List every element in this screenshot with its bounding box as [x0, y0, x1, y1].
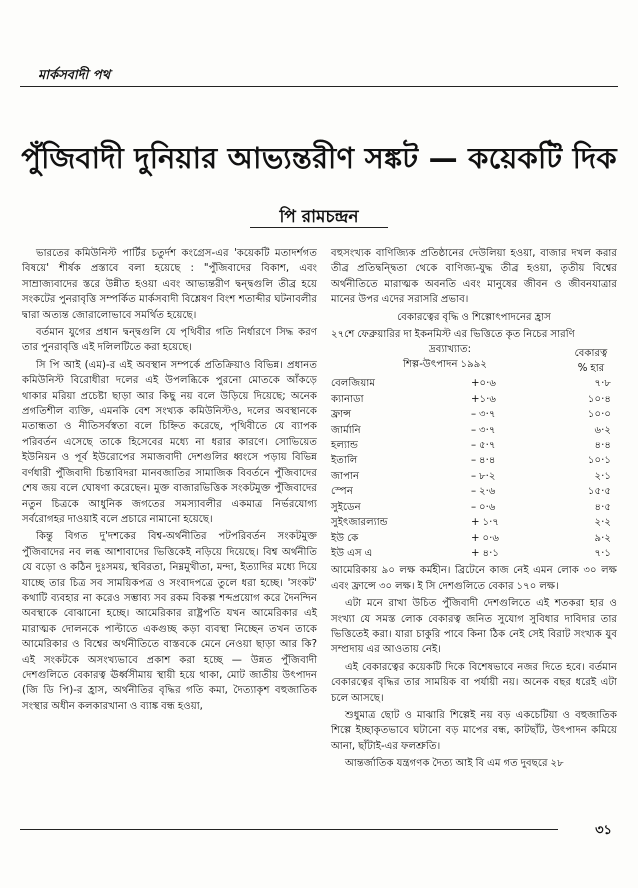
paragraph: আমেরিকায় ৯০ লক্ষ কর্মহীন। ব্রিটেনে কাজ নেই এমন লোক ৩০ লক্ষ এবং ফ্রান্সে ৩০ লক্ষ। ই সি দেশগুলিতে বেকার ১৭০ লক্ষ। [331, 565, 617, 592]
country-cell: বেলজিয়াম [331, 378, 376, 390]
table-row [331, 469, 617, 484]
country-cell: ফ্রান্স [331, 409, 352, 421]
production-cell: + ৪·১ [471, 547, 499, 559]
country-cell: সুইডেন [331, 501, 361, 513]
page-number: ৩১ [595, 823, 612, 838]
table-row [331, 407, 617, 422]
table-head-unemployment [567, 346, 615, 376]
production-cell: – ২·৬ [471, 486, 496, 498]
table-row [331, 392, 617, 407]
paragraph: সি পি আই (এম)-র এই অবস্থান সম্পর্কে প্রতিক্রিয়াও বিভিন্ন। প্রধানত কমিউনিস্ট বিরোধীরা দলের এই উপলব্ধিকে পুরনো মোতকে আঁকড়ে থাকার মরিয়া প্রচেষ্টা ছাড়া আর কিছু নয় বলে উড়িয়ে দিয়েছে; অনেক প্রগতিশীল ব্যক্তি, এমনকি বেশ সংখ্যক কমিউনিস্টও, দলের অবস্থানকে মতান্ধতা ও নীতিসর্বস্বতা বলে চিহ্নিত করেছে, পৃথিবীতে যে ব্যাপক পরিবর্তন এসেছে তাকে হিসেবের মধ্যে না ধরার কারণে। সোভিয়েত ইউনিয়ন ও পূর্ব ইউরোপের সমাজবাদী দেশগুলির ধ্বংসে পড়ায় বিভিন্ন বর্ণধারী পুঁজিবাদী চিন্তাবিদরা মানবজাতির সামাজিক বিবর্তনে পুঁজিবাদের শেষ জয় বলে ঘোষণা করেছেন। মুক্ত বাজারভিত্তিক সংকটমুক্ত পুঁজিবাদের নতুন চিত্রকে আধুনিক জগতের সমস্যাবলীর একমাত্র নির্ভরযোগ্য সর্বরোগহর দাওয়াই বলে প্রচারে নামানো হয়েছে। [22, 359, 317, 525]
unemployment-cell: ২·১ [594, 470, 611, 482]
unemployment-cell: ২·২ [594, 517, 611, 529]
unemployment-cell: ১০·৪ [587, 393, 611, 405]
paragraph: শুধুমাত্র ছোট ও মাঝারি শিল্পেই নয় বড় একচেটিয়া ও বহুজাতিক শিল্পে ইচ্ছাকৃতভাবে ঘটানো বড় মাপের বন্ধ, কাটছাঁট, উৎপাদন কমিয়ে আনা, ছাঁটাই-এর ফলশ্রুতি। [331, 709, 617, 752]
table-caption: ২৭শে ফেব্রুয়ারির দা ইকনমিস্ট এর ভিত্তিতে কৃত নিচের সারণি [331, 329, 575, 341]
paragraph: বর্তমান যুগের প্রধান দ্বন্দ্বগুলি যে পৃথিবীর গতি নির্ধারণে সিদ্ধ করণ তার পুনরাবৃত্তি এই দলিলটিতে করা হয়েছে। [22, 327, 317, 354]
unemployment-cell: ৯·২ [594, 532, 611, 544]
unemployment-cell: ১০·০ [587, 409, 611, 421]
production-cell: + ১·৭ [471, 517, 499, 529]
unemployment-cell: ১০·১ [587, 455, 611, 467]
production-cell: + ০·৬ [471, 532, 499, 544]
production-cell: – ৪·৪ [471, 455, 496, 467]
unemployment-cell: ৬·২ [594, 424, 611, 436]
paragraph: এটা মনে রাখা উচিত পুঁজিবাদী দেশগুলিতে এই শতকরা হার ও সংখ্যা যে সমস্ত লোক বেকারত্ব জনিত সুযোগ সুবিধার দাবিদার তার ভিত্তিতেই করা। যারা চাকুরি পাবে কিনা ঠিক নেই সেই বিরাট সংখ্যক যুব সম্প্রদায় এর আওতায় নেই। [331, 598, 617, 656]
paragraph: ভারতের কমিউনিস্ট পার্টির চতুর্দশ কংগ্রেস-এর 'কয়েকটি মতাদর্শগত বিষয়ে' শীর্ষক প্রস্তাবে বলা হয়েছে : "পুঁজিবাদের বিকাশ, এবং সাম্রাজ্যবাদের স্তরে উন্নীত হওয়া এবং আভ্যন্তরীণ দ্বন্দ্বগুলি তীব্র হয়ে সংকটের পুনরাবৃত্তি সম্পর্কিত মার্কসবাদী বিশ্লেষণ বিংশ শতাব্দীর ঘটনাবলীর দ্বারা অত্যন্ত জোরালোভাবে সমর্থিত হয়েছে। [22, 248, 317, 321]
table-head-unemployment-unit: % হার [577, 363, 605, 375]
country-cell: ইউ কে [331, 532, 359, 544]
table-row [331, 423, 617, 438]
table-row [331, 438, 617, 453]
unemployment-cell: ১৫·৫ [587, 486, 611, 498]
country-cell: ইউ এস এ [331, 547, 373, 559]
author-byline: পি রামচন্দ্রন [279, 207, 359, 227]
footer-rule [20, 829, 558, 830]
table-row [331, 453, 617, 468]
data-table [331, 376, 617, 561]
paragraph: আন্তর্জাতিক যন্ত্রগণক দৈত্য আই বি এম গত দুবছরে ২৮ [345, 758, 564, 770]
paragraph: বহুসংখ্যক বাণিজ্যিক প্রতিষ্ঠানের দেউলিয়া হওয়া, বাজার দখল করার তীব্র প্রতিদ্বন্দ্বিতা থেকে বাণিজ্য-যুদ্ধ তীব্র হওয়া, তৃতীয় বিশ্বের অর্থনীতিতে মারাত্মক অবনতি এবং মানুষের জীবন ও জীবনযাত্রার মানের উপর এদের সরাসরি প্রভাব। [331, 248, 617, 306]
table-row [331, 546, 617, 561]
running-head: মার্কসবাদী পথ [38, 68, 110, 83]
production-cell: – ৫·৭ [471, 440, 496, 452]
table-row [331, 515, 617, 530]
section-heading: বেকারত্বের বৃদ্ধি ও শিল্পোৎপাদনের হ্রাস [397, 311, 551, 323]
unemployment-cell: ৪·৫ [594, 501, 611, 513]
production-cell: – ৩·৭ [471, 424, 496, 436]
country-cell: জার্মানি [331, 424, 361, 436]
country-cell: স্পেন [331, 486, 353, 498]
paragraph: এই বেকারত্বের কয়েকটি দিকে বিশেষভাবে নজর দিতে হবে। বর্তমান বেকারত্বের বৃদ্ধির তার সাময়িক বা পর্যায়ী নয়। অনেক বছর ধরেই এটা চলে আসছে। [331, 661, 617, 704]
unemployment-cell: ৭·৮ [594, 378, 611, 390]
production-cell: +১·৬ [471, 393, 497, 405]
country-cell: হল্যান্ড [331, 440, 358, 452]
table-row [331, 531, 617, 546]
table-head-production: শিল্প-উৎপাদন ১৯৯২ [403, 359, 487, 371]
production-cell: – ৩·৭ [471, 409, 496, 421]
table-row [331, 500, 617, 515]
unemployment-cell: ৪·৪ [594, 440, 611, 452]
right-column [331, 246, 617, 774]
left-column [22, 246, 317, 716]
table-header [331, 344, 617, 376]
country-cell: জাপান [331, 470, 360, 482]
table-subcaption: দ্রব্যাখ্যাত: [429, 344, 472, 356]
header-rule [20, 86, 618, 87]
paragraph: কিন্তু বিগত দু'দশকের বিশ্ব-অর্থনীতির পটপরিবর্তন সংকটমুক্ত পুঁজিবাদের নব লব্ধ আশাবাদের ভিত্তিকেই নড়িয়ে দিয়েছে। বিশ্ব অর্থনীতি যে বড়ো ও কঠিন দুঃসময়, স্থবিরতা, নিম্নমুখীতা, মন্দা, ইত্যাদির মধ্যে দিয়ে যাচ্ছে তার চিত্র সব সাময়িকপত্র ও সংবাদপত্রে তুলে ধরা হচ্ছে। 'সংকট' কথাটি ব্যবহার না করেও সম্ভাব্য সব রকম বিকল্প শব্দপ্রয়োগ করে দৈনন্দিন অবস্থাকে বোঝানো হচ্ছে। আমেরিকার রাষ্ট্রপতি যখন আমেরিকার এই মারাত্মক দোলনকে পাল্টাতে একগুচ্ছ কড়া ব্যবস্থা নিচ্ছেন তখন তাকে আমেরিকার ও বিশ্বের অর্থনীতিতে বাস্তবকে মেনে নেওয়া ছাড়া আর কি? এই সংকটকে অসংখ্যভাবে প্রকাশ করা হচ্ছে — উন্নত পুঁজিবাদী দেশগুলিতে বেকারত্ব ঊর্ধ্বসীমায় স্থায়ী হয়ে থাকা, মোট জাতীয় উৎপাদন (জি ডি পি)-র হ্রাস, অর্থনীতির বৃদ্ধির গতি কমা, দৈত্যাকৃশ বহুজাতিক সংস্থার অধীন কলকারখানা ও ব্যাঙ্ক বন্ধ হওয়া, [22, 531, 317, 712]
production-cell: +০·৬ [471, 378, 497, 390]
country-cell: ক্যানাডা [331, 393, 364, 405]
table-row [331, 376, 617, 391]
country-cell: সুইৎজারল্যান্ড [331, 517, 388, 529]
unemployment-cell: ৭·১ [594, 547, 611, 559]
production-cell: – ০·৬ [471, 501, 496, 513]
country-cell: ইতালি [331, 455, 358, 467]
production-cell: – ৮·২ [471, 470, 496, 482]
article-title: পুঁজিবাদী দুনিয়ার আভ্যন্তরীণ সঙ্কট — কয়েকটি দিক [21, 141, 617, 175]
table-row [331, 484, 617, 499]
byline-underline [250, 227, 388, 228]
table-head-unemployment-label: বেকারত্ব [574, 348, 608, 360]
